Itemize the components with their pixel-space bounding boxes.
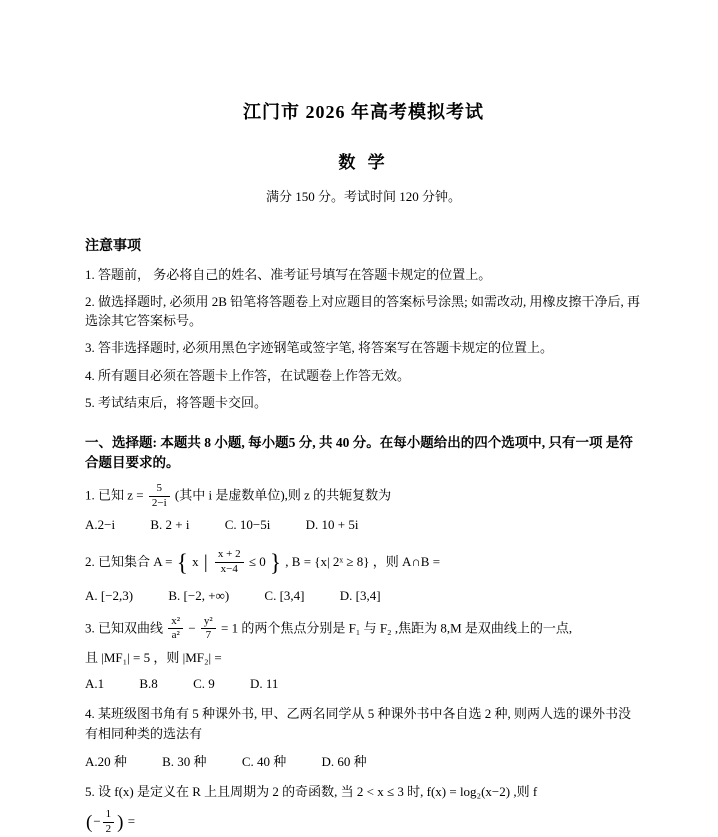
notice-item-4: 4. 所有题目必须在答题卡上作答，在试题卷上作答无效。: [85, 367, 411, 383]
option-d: D. 60 种: [321, 753, 367, 769]
option-b: B.8: [139, 675, 158, 691]
notice-item-5: 5. 考试结束后，将答题卡交回。: [85, 395, 268, 411]
fraction-denominator: a²: [171, 629, 180, 642]
exam-title: 江门市 2026 年高考模拟考试: [243, 102, 484, 122]
fraction-denominator: 2: [105, 823, 112, 836]
question-5-stem-line-1: [85, 782, 642, 802]
fraction-denominator: 2−i: [151, 497, 167, 510]
fraction: [168, 616, 183, 643]
question-3-stem-line-2: [85, 648, 642, 668]
option-b: B. [−2, +∞): [168, 587, 230, 603]
option-a: A.20 种: [85, 753, 127, 769]
fraction-numerator: y²: [201, 616, 216, 630]
equals-sign: =: [127, 813, 136, 829]
fraction-numerator: 1: [103, 809, 115, 823]
fraction: [201, 616, 216, 643]
option-d: D. 10 + 5i: [305, 516, 359, 532]
section-one-heading: 一、选择题: 本题共 8 小题, 每小题5 分, 共 40 分。在每小题给出的四个选项中, 只有一项 是符合题目要求的。: [85, 434, 633, 470]
fraction: [103, 809, 115, 836]
vertical-bar: |: [203, 552, 208, 574]
fraction: [215, 549, 244, 576]
question-3-text-mid: = 1 的两个焦点分别是 F₁ 与 F₂ ,焦距为 8,M 是双曲线上的一点,: [220, 619, 573, 635]
question-1: [85, 483, 642, 533]
option-b: B. 2 + i: [150, 516, 190, 532]
fraction: [149, 483, 170, 510]
option-a: A. [−2,3): [85, 587, 134, 603]
option-a: A.1: [85, 675, 105, 691]
question-5: [85, 782, 642, 837]
exam-info-line: 满分 150 分。考试时间 120 分钟。: [265, 189, 461, 204]
question-3-stem-line-1: [85, 616, 642, 643]
notice-heading: 注意事项: [85, 239, 141, 254]
question-5-stem-line-2: [85, 808, 642, 837]
right-brace: }: [269, 549, 282, 576]
inequality: ≤ 0: [248, 553, 266, 569]
left-brace: {: [176, 549, 188, 576]
option-d: D. 11: [249, 675, 279, 691]
option-a: A.2−i: [85, 516, 116, 532]
notice-item-1: 1. 答题前， 务必将自己的姓名、准考证号填写在答题卡规定的位置上。: [85, 267, 492, 282]
question-3: [85, 616, 642, 692]
question-3-options: [85, 676, 642, 692]
question-2-text-post: , B = {x| 2ˣ ≥ 8} ，则 A∩B =: [285, 553, 441, 569]
question-4: [85, 704, 642, 770]
question-3-text-post: 且 |MF₁| = 5 ，则 |MF₂| =: [85, 650, 222, 666]
question-4-text: 4. 某班级图书角有 5 种课外书, 甲、乙两名同学从 5 种课外书中各自选 2 种, 则两人选的课外书没有相同种类的选法有: [85, 705, 632, 741]
question-1-text-post: (其中 i 是虚数单位),则 z 的共轭复数为: [174, 487, 392, 503]
exam-subject: 数 学: [338, 153, 389, 172]
fraction-numerator: x²: [168, 616, 183, 630]
minus-sign: −: [188, 619, 196, 635]
option-c: C. 40 种: [241, 753, 287, 769]
minus-sign: −: [93, 813, 101, 829]
question-2-text-pre: 2. 已知集合 A =: [85, 553, 173, 569]
question-4-options: [85, 751, 642, 770]
option-d: D. [3,4]: [339, 587, 381, 603]
question-2: [85, 545, 642, 604]
question-5-text: 5. 设 f(x) 是定义在 R 上且周期为 2 的奇函数, 当 2 < x ≤ 3 时, f(x) = log₂(x−2) ,则 f: [85, 783, 538, 799]
fraction-denominator: x−4: [220, 563, 238, 576]
option-c: C. 10−5i: [224, 516, 271, 532]
notice-item-2: 2. 做选择题时, 必须用 2B 铅笔将答题卷上对应题目的答案标号涂黑; 如需改动, 用橡皮擦干净后, 再选涂其它答案标号。: [85, 294, 641, 328]
option-c: C. [3,4]: [264, 587, 305, 603]
set-variable: x: [192, 553, 199, 569]
fraction-numerator: x + 2: [215, 549, 244, 563]
left-paren: (: [86, 811, 93, 833]
question-1-stem: [85, 483, 642, 510]
option-b: B. 30 种: [162, 753, 207, 769]
question-3-text-pre: 3. 已知双曲线: [85, 619, 164, 635]
notice-item-3: 3. 答非选择题时, 必须用黑色字迹钢笔或签字笔, 将答案写在答题卡规定的位置上。: [85, 340, 554, 356]
fraction-denominator: 7: [205, 629, 212, 642]
question-4-stem: [85, 704, 642, 744]
right-paren: ): [117, 811, 124, 833]
question-1-options: [85, 517, 642, 533]
question-2-options: [85, 588, 642, 604]
question-2-stem: [85, 545, 642, 581]
option-c: C. 9: [193, 675, 215, 691]
question-1-text-pre: 1. 已知 z =: [85, 487, 144, 503]
fraction-numerator: 5: [149, 483, 170, 497]
